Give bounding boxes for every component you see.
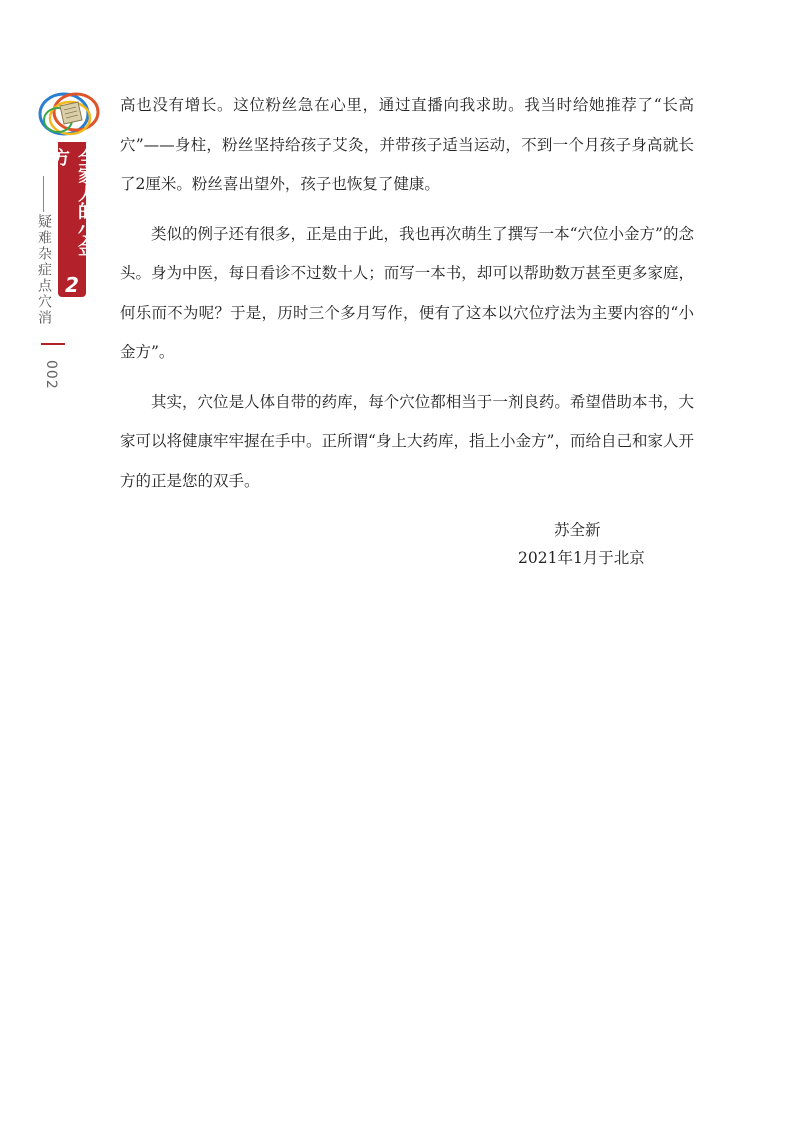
series-title-tab [49,142,96,297]
signature-date: 2021年1月于北京 [518,549,645,567]
page-number-rule [41,343,65,345]
series-number: 2 [65,273,79,297]
page-number: 002 [43,360,59,390]
paragraph: 高也没有增长。这位粉丝急在心里，通过直播向我求助。我当时给她推荐了“长高穴”——身柱，粉丝坚持给孩子艾灸，并带孩子适当运动，不到一个月孩子身高就长了2厘米。粉丝喜出望外，孩子也恢复了健康。 [120,96,694,193]
subtitle-dash [43,176,44,212]
body-text [120,86,694,511]
series-logo [34,86,106,144]
series-subtitle: 疑难杂症点穴消 [36,214,52,326]
paragraph: 类似的例子还有很多，正是由于此，我也再次萌生了撰写一本“穴位小金方”的念头。身为中医，每日看诊不过数十人；而写一本书，却可以帮助数万甚至更多家庭，何乐而不为呢？于是，历时三个多月写作，便有了这本以穴位疗法为主要内容的“小金方”。 [120,224,694,361]
author-name: 苏全新 [554,521,601,539]
paragraph: 其实，穴位是人体自带的药库，每个穴位都相当于一剂良药。希望借助本书，大家可以将健康牢牢握在手中。正所谓“身上大药库，指上小金方”，而给自己和家人开方的正是您的双手。 [120,392,694,490]
series-title: 全家人的小金方 [49,148,96,256]
